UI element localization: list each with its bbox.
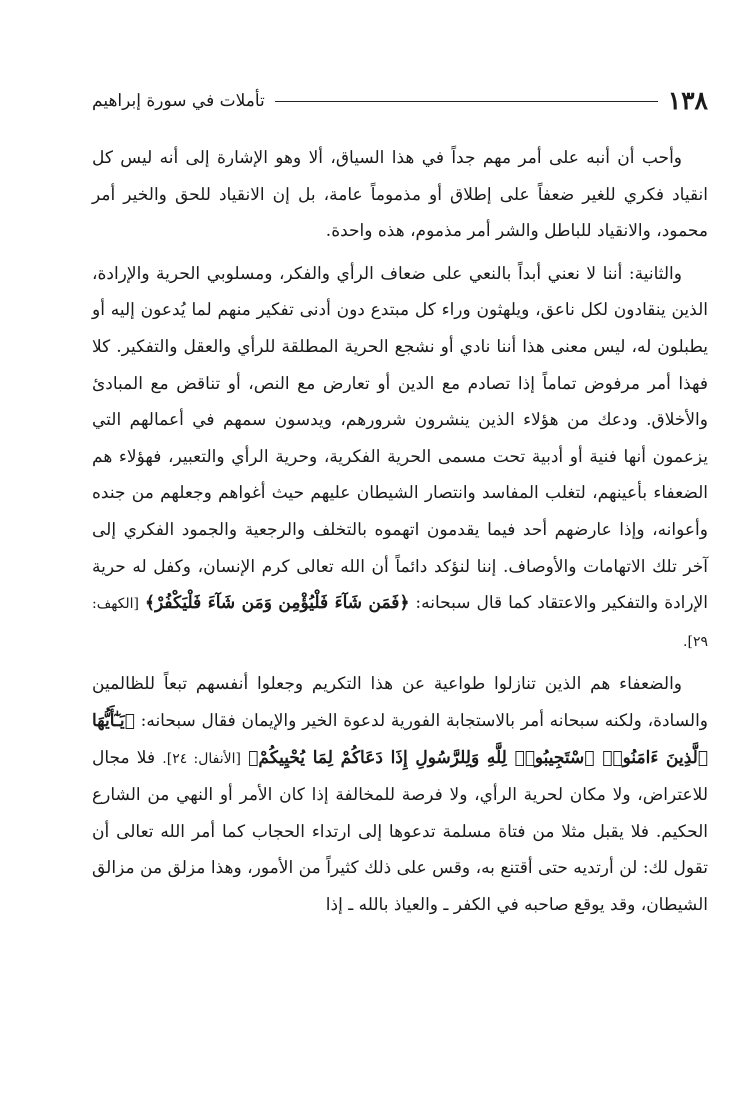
header-rule <box>275 101 658 102</box>
quran-verse-anfal: ﴿يَـٰٓأَيُّهَا ٱلَّذِينَ ءَامَنُوا۟ ٱسْتَجِيبُوا۟ لِلَّهِ وَلِلرَّسُولِ إِذَا دَعَاكُمْ لِمَا يُحْيِيكُمْ﴾ <box>92 710 709 768</box>
page-body <box>92 140 708 923</box>
paragraph-2 <box>92 256 708 661</box>
quran-verse-kahf: ﴿فَمَن شَآءَ فَلْيُؤْمِن وَمَن شَآءَ فَلْيَكْفُرْ﴾ <box>145 593 410 614</box>
paragraph-3-text: والضعفاء هم الذين تنازلوا طواعية عن هذا التكريم وجعلوا أنفسهم تبعاً للظالمين والسادة، ولكنه سبحانه أمر بالاستجابة الفورية لدعوة الخير والإيمان فقال سبحانه: <box>92 674 709 731</box>
paragraph-1 <box>92 140 708 250</box>
page-number: ١٣٨ <box>667 86 708 115</box>
paragraph-1-text: وأحب أن أنبه على أمر مهم جداً في هذا السياق، ألا وهو الإشارة إلى أنه ليس كل انقياد فكري للغير ضعفاً على إطلاق أو مذموماً عامة، بل إن الانقياد للحق والخير أمر محمود، والانقياد للباطل والشر أمر مذموم، هذه واحدة. <box>92 148 708 242</box>
verse-reference-kahf: [الكهف: ٢٩]. <box>92 596 708 650</box>
verse-reference-anfal: [الأنفال: ٢٤]. <box>162 750 241 767</box>
paragraph-3 <box>92 666 708 923</box>
book-title: تأملات في سورة إبراهيم <box>92 91 265 111</box>
page-header <box>92 86 708 116</box>
paragraph-3-continuation: فلا مجال للاعتراض، ولا مكان لحرية الرأي، ولا فرصة للمخالفة إذا كان الأمر أو النهي من الشارع الحكيم. فلا يقبل مثلا من فتاة مسلمة تدعوها إلى ارتداء الحجاب كما أمر الله تعالى أن تقول لك: لن أرتديه حتى أقتنع به، وقس على ذلك كثيراً من الأمور، وهذا مزلق من مزالق الشيطان، وقد يوقع صاحبه في الكفر ـ والعياذ بالله ـ إذا <box>92 747 708 915</box>
paragraph-2-text: والثانية: أننا لا نعني أبداً بالنعي على ضعاف الرأي والفكر، ومسلوبي الحرية والإرادة، الذين ينقادون لكل ناعق، ويلهثون وراء كل مبتدع دون أدنى تفكير منهم لما يُدعون إليه أو يطبلون له، ليس معنى هذا أننا نادي أو نشجع الحرية المطلقة للرأي والعقل والتفكير. كلا فهذا أمر مرفوض تماماً إذا تصادم مع الدين أو تعارض مع النص، أو تناقض مع المبادئ والأخلاق. ودعك من هؤلاء الذين ينشرون شرورهم، ويدسون سمهم في أعمالهم التي يزعمون أنها فنية أو أدبية تحت مسمى الحرية الفكرية، وحرية الرأي والتعبير، فهؤلاء هم الضعفاء بأعينهم، لتغلب المفاسد وانتصار الشيطان عليهم حيث أغواهم وجعلهم من جنده وأعوانه، وإذا عارضهم أحد فيما يقدمون اتهموه بالتخلف والرجعية والجمود الفكري إلى آخر تلك الاتهامات والأوصاف. إننا لنؤكد دائماً أن الله تعالى كرم الإنسان، وكفل له حرية الإرادة والتفكير والاعتقاد كما قال سبحانه: <box>92 263 709 614</box>
